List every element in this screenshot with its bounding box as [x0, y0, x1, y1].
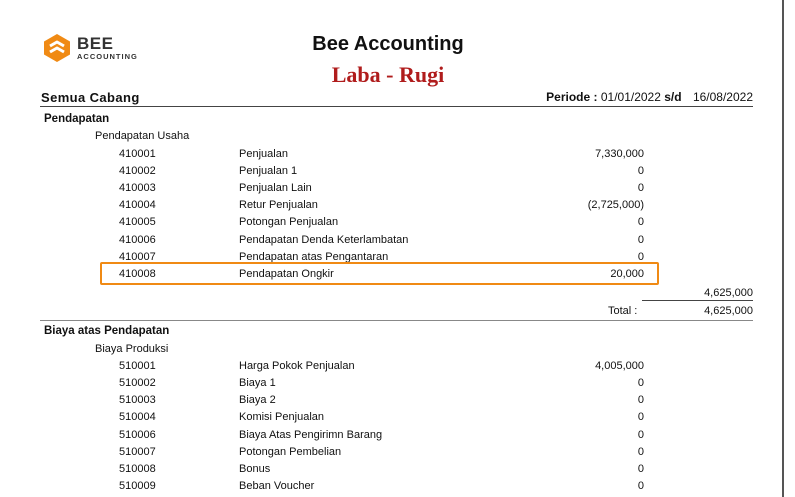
account-name: Harga Pokok Penjualan: [239, 360, 355, 372]
account-amount: 0: [637, 165, 644, 177]
account-name: Beban Voucher: [239, 480, 315, 492]
account-amount: 7,330,000: [595, 148, 644, 160]
account-name: Pendapatan atas Pengantaran: [239, 251, 389, 263]
period-label: Periode :: [546, 90, 598, 104]
section-title-pendapatan: Pendapatan: [44, 113, 110, 125]
company-name: Bee Accounting: [312, 33, 464, 55]
period-to: 16/08/2022: [692, 90, 753, 104]
report-title: Laba - Rugi: [331, 62, 445, 87]
brand-name: BEE: [77, 34, 114, 54]
row-highlight-box: [100, 262, 659, 285]
account-name: Biaya Atas Pengirimn Barang: [239, 429, 383, 441]
account-amount: 0: [637, 377, 644, 389]
account-amount: 0: [637, 429, 644, 441]
group-subtotal: 4,625,000: [704, 287, 753, 299]
account-code: 510001: [119, 360, 156, 372]
period-separator: s/d: [664, 90, 682, 104]
account-name: Penjualan Lain: [239, 182, 312, 194]
period-from: 01/01/2022: [600, 90, 661, 104]
account-amount: (2,725,000): [587, 199, 644, 211]
account-amount: 0: [637, 446, 644, 458]
total-label: Total :: [608, 305, 638, 317]
account-amount: 0: [637, 182, 644, 194]
account-name: Komisi Penjualan: [239, 411, 324, 423]
account-amount: 20,000: [610, 268, 644, 280]
account-amount: 0: [637, 234, 644, 246]
account-code: 410008: [119, 268, 156, 280]
account-code: 510002: [119, 377, 156, 389]
page-right-border: [782, 0, 784, 497]
header-divider: [40, 106, 753, 107]
account-code: 410007: [119, 251, 156, 263]
account-code: 410001: [119, 148, 156, 160]
account-name: Biaya 2: [239, 394, 276, 406]
account-code: 410004: [119, 199, 156, 211]
account-name: Retur Penjualan: [239, 199, 318, 211]
account-code: 510008: [119, 463, 156, 475]
account-amount: 0: [637, 251, 644, 263]
account-code: 410002: [119, 165, 156, 177]
account-name: Biaya 1: [239, 377, 276, 389]
brand-subtitle: ACCOUNTING: [77, 52, 138, 62]
account-amount: 0: [637, 480, 644, 492]
section-title-biaya: Biaya atas Pendapatan: [44, 325, 170, 337]
account-name: Potongan Penjualan: [239, 216, 339, 228]
account-code: 510003: [119, 394, 156, 406]
subtotal-line: [642, 300, 753, 301]
account-amount: 4,005,000: [595, 360, 644, 372]
section-total: 4,625,000: [704, 305, 753, 317]
account-code: 410006: [119, 234, 156, 246]
section-divider: [40, 320, 753, 321]
account-code: 510006: [119, 429, 156, 441]
account-amount: 0: [637, 394, 644, 406]
account-code: 510007: [119, 446, 156, 458]
account-amount: 0: [637, 411, 644, 423]
group-biaya-produksi: Biaya Produksi: [95, 343, 169, 355]
account-code: 510009: [119, 480, 156, 492]
account-name: Penjualan: [239, 148, 288, 160]
account-name: Penjualan 1: [239, 165, 298, 177]
branch-label: Semua Cabang: [41, 90, 140, 105]
account-name: Pendapatan Denda Keterlambatan: [239, 234, 409, 246]
account-name: Pendapatan Ongkir: [239, 268, 334, 280]
account-name: Bonus: [239, 463, 271, 475]
account-code: 410005: [119, 216, 156, 228]
account-code: 510004: [119, 411, 156, 423]
group-pendapatan-usaha: Pendapatan Usaha: [95, 130, 190, 142]
period-range: [546, 90, 753, 104]
account-code: 410003: [119, 182, 156, 194]
account-name: Potongan Pembelian: [239, 446, 342, 458]
account-amount: 0: [637, 463, 644, 475]
account-amount: 0: [637, 216, 644, 228]
